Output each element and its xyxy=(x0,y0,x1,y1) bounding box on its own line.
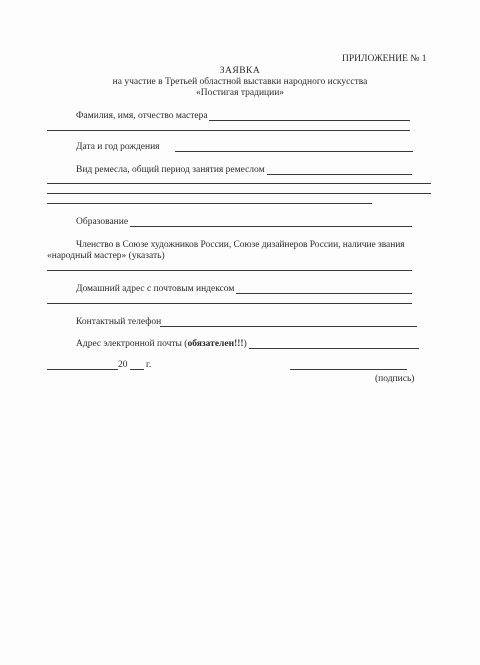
birth-date-label: Дата и год рождения xyxy=(76,142,160,152)
phone-line[interactable] xyxy=(160,326,417,327)
appendix-label: ПРИЛОЖЕНИЕ № 1 xyxy=(342,54,427,64)
membership-label-2: «народный мастер» (указать) xyxy=(47,251,165,261)
home-address-line[interactable] xyxy=(236,293,412,294)
education-label: Образование xyxy=(76,217,129,227)
email-line[interactable] xyxy=(249,348,419,349)
year-suffix: г. xyxy=(146,360,152,370)
year-prefix: 20 xyxy=(118,360,128,370)
home-address-line-2[interactable] xyxy=(47,303,412,304)
birth-date-line[interactable] xyxy=(175,151,413,152)
document-title: ЗАЯВКА xyxy=(219,66,261,76)
email-required-note: обязателен!!! xyxy=(187,339,244,349)
document-subtitle-2: «Постигая традиции» xyxy=(195,88,285,98)
signature-label: (подпись) xyxy=(375,374,415,384)
membership-line[interactable] xyxy=(47,270,412,271)
craft-line-4[interactable] xyxy=(47,203,372,204)
education-line[interactable] xyxy=(130,226,412,227)
signature-line[interactable] xyxy=(290,369,407,370)
full-name-line[interactable] xyxy=(209,120,410,121)
year-line[interactable] xyxy=(130,369,144,370)
craft-line-2[interactable] xyxy=(47,183,431,184)
full-name-line-2[interactable] xyxy=(47,130,410,131)
full-name-label: Фамилия, имя, отчество мастера xyxy=(76,111,208,121)
email-label-suffix: ) xyxy=(243,339,247,349)
home-address-label: Домашний адрес с почтовым индексом xyxy=(76,284,235,294)
craft-line-3[interactable] xyxy=(47,193,431,194)
craft-label: Вид ремесла, общий период занятия ремеслом xyxy=(76,165,265,175)
email-label-prefix: Адрес электронной почты ( xyxy=(76,339,188,349)
email-label xyxy=(76,338,247,350)
membership-label: Членство в Союзе художников России, Союзе дизайнеров России, наличие звания xyxy=(76,240,405,250)
date-day-month-line[interactable] xyxy=(47,369,118,370)
craft-line[interactable] xyxy=(267,174,412,175)
document-subtitle-1: на участие в Третьей областной выставки народного искусства xyxy=(112,77,368,87)
phone-label: Контактный телефон xyxy=(76,317,162,327)
